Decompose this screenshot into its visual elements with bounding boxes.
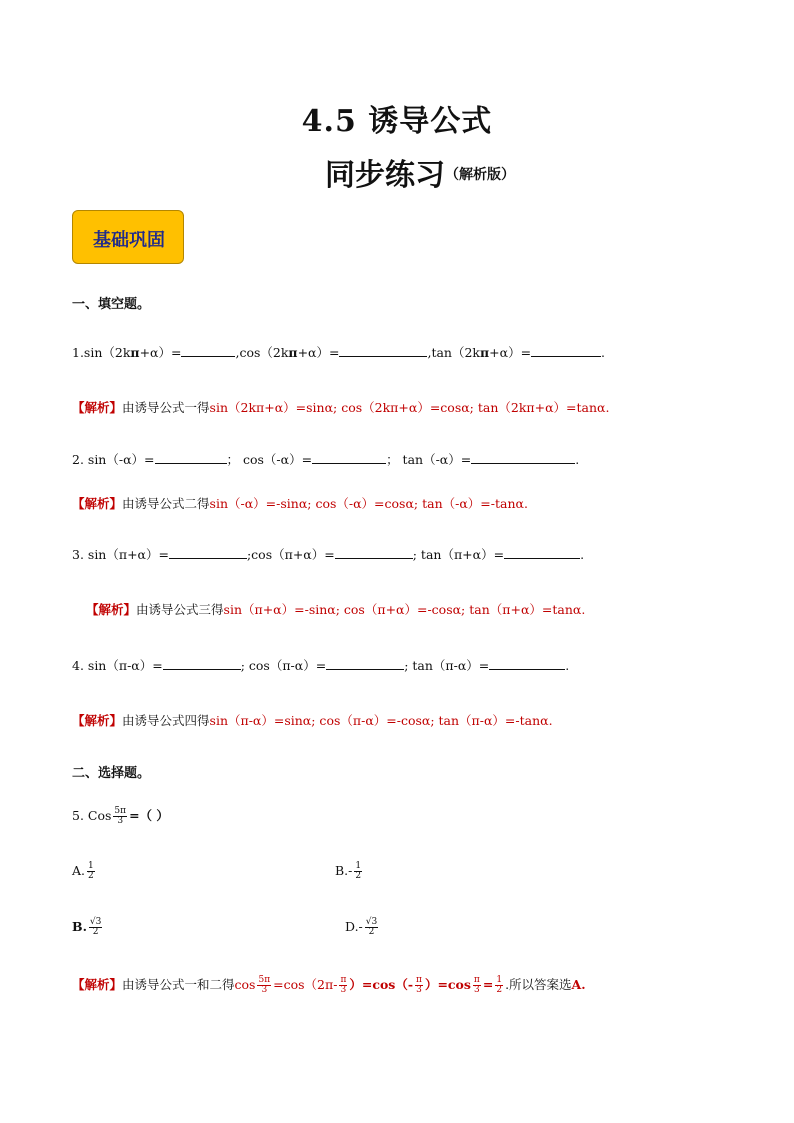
subtitle-text: 同步练习 [325,158,445,193]
fraction-denominator: 2 [355,871,362,881]
answer-3 [86,600,585,618]
fraction [257,976,271,995]
answer-2 [72,494,528,512]
fraction [495,976,503,995]
pi-symbol: π [130,345,140,360]
pi-symbol: π [288,345,298,360]
answer-blank[interactable] [489,659,565,670]
answer-blank[interactable] [181,346,235,357]
analysis-lead: 由诱导公式一得 [122,400,210,415]
section-heading-fill-blank: 一、填空题。 [72,297,151,312]
answer-blank[interactable] [155,453,227,464]
answer-choice: A. [571,977,586,992]
fraction-denominator: 3 [474,985,480,995]
q1-end: . [601,345,606,360]
analysis-text: sin（2kπ+α）=sinα; cos（2kπ+α）=cosα; tan（2kπ+α）=tanα. [209,400,610,415]
question-2 [72,450,579,468]
page-title: 4.5 诱导公式 [301,104,493,139]
fraction-denominator: 3 [261,985,268,995]
option-c[interactable] [72,918,104,937]
analysis-text: cos [234,977,256,992]
option-label: B. [72,919,87,934]
q1-part: +α）= [139,345,182,360]
q4-part: ; cos（π-α）= [240,658,327,673]
question-4 [72,656,569,674]
answer-blank[interactable] [169,548,247,559]
section-badge [72,210,184,264]
fraction-numerator: 5π [114,806,127,816]
q2-part: 2. sin（-α）= [72,452,155,467]
fraction-numerator: 1 [496,975,503,985]
q5-prefix: 5. Cos [72,808,112,823]
q3-part: ;cos（π+α）= [246,547,335,562]
answer-blank[interactable] [326,659,404,670]
option-label: B.- [335,863,353,878]
q1-part: +α）= [297,345,340,360]
fraction-denominator: 2 [496,985,503,995]
answer-blank[interactable] [471,453,575,464]
badge-label: 基础巩固 [93,230,165,251]
answer-1 [72,398,609,416]
answer-5 [72,975,586,995]
analysis-lead: 由诱导公式一和二得 [122,977,235,992]
fraction-numerator: √3 [365,917,378,927]
q2-end: . [575,452,580,467]
analysis-lead: 由诱导公式四得 [122,713,210,728]
fraction-denominator: 3 [416,985,422,995]
answer-blank[interactable] [504,548,580,559]
fraction-numerator: π [416,975,422,985]
analysis-text: sin（-α）=-sinα; cos（-α）=cosα; tan（-α）=-tanα. [209,496,528,511]
analysis-text: sin（π-α）=sinα; cos（π-α）=-cosα; tan（π-α）=-tanα. [209,713,553,728]
answer-blank[interactable] [339,346,427,357]
fraction [365,918,378,937]
option-b[interactable] [335,862,364,881]
q1-part: ,cos（2k [235,345,289,360]
fraction-numerator: π [340,975,347,985]
q4-part: 4. sin（π-α）= [72,658,163,673]
q1-part: 1.sin（2k [72,345,131,360]
subtitle-note: （解析版） [445,167,515,183]
answer-blank[interactable] [163,659,241,670]
analysis-text: sin（π+α）=-sinα; cos（π+α）=-cosα; tan（π+α）=tanα. [223,602,586,617]
q4-end: . [565,658,570,673]
q1-part: +α）= [489,345,532,360]
fraction-denominator: 3 [340,985,347,995]
analysis-text: ）=cos [424,977,471,992]
fraction-denominator: 2 [368,927,375,937]
answer-blank[interactable] [335,548,413,559]
question-1 [72,343,605,361]
fraction-denominator: 3 [117,816,124,826]
q1-part: ,tan（2k [427,345,480,360]
fraction [87,862,95,881]
q2-part: ； cos（-α）= [226,452,313,467]
q3-part: ; tan（π+α）= [412,547,505,562]
option-label: A. [72,863,86,878]
option-label: D.- [345,919,363,934]
analysis-tag: 【解析】 [72,977,123,992]
q2-part: ； tan（-α）= [386,452,472,467]
analysis-tag: 【解析】 [72,496,123,511]
fraction-numerator: √3 [89,917,102,927]
answer-4 [72,711,553,729]
fraction-numerator: 5π [258,975,271,985]
section-heading-multiple-choice: 二、选择题。 [72,766,151,781]
fraction-numerator: 1 [355,861,362,871]
option-a[interactable] [72,862,97,881]
fraction [473,976,481,995]
answer-blank[interactable] [531,346,601,357]
question-5 [72,806,169,826]
analysis-tag: 【解析】 [72,400,123,415]
analysis-tag: 【解析】 [86,602,137,617]
q3-end: . [580,547,585,562]
fraction-denominator: 2 [88,871,94,881]
fraction [113,807,127,826]
pi-symbol: π [480,345,490,360]
fraction-denominator: 2 [92,927,99,937]
fraction [89,918,102,937]
analysis-text: =cos（2π- [273,977,338,992]
fraction [415,976,423,995]
page-subtitle [325,150,515,194]
analysis-tag: 【解析】 [72,713,123,728]
fraction-numerator: π [473,975,480,985]
analysis-lead: 由诱导公式二得 [122,496,210,511]
analysis-text: .所以答案选 [505,977,572,992]
fraction [354,862,362,881]
fraction [339,976,347,995]
analysis-lead: 由诱导公式三得 [136,602,224,617]
option-d[interactable] [345,918,380,937]
q3-part: 3. sin（π+α）= [72,547,169,562]
q4-part: ; tan（π-α）= [404,658,490,673]
analysis-text: ）=cos（- [349,977,414,992]
q5-suffix: =（ ） [129,808,169,823]
question-3 [72,545,584,563]
fraction-numerator: 1 [88,861,94,871]
analysis-text: = [482,977,494,992]
answer-blank[interactable] [312,453,386,464]
